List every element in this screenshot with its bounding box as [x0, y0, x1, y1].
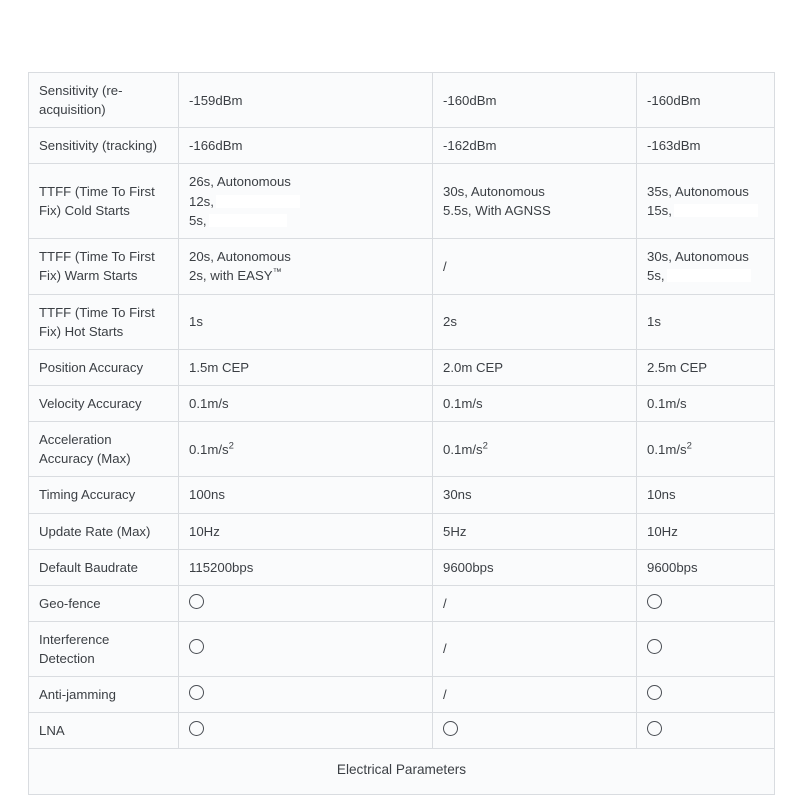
value-text: 10Hz [647, 523, 678, 539]
value-text: 12s, [189, 193, 214, 209]
value-text: 2.0m CEP [443, 359, 504, 375]
cell-v1 [179, 621, 433, 676]
cell-v2 [433, 128, 637, 164]
cell-v1 [179, 164, 433, 238]
redacted-text-block [667, 269, 751, 282]
value-text: / [443, 641, 447, 657]
value-text: 0.1m/s [189, 395, 229, 411]
table-row [29, 585, 775, 621]
table-row [29, 73, 775, 128]
cell-parameter-name [29, 128, 179, 164]
value-line [647, 201, 764, 220]
value-text: 20s, Autonomous [189, 248, 291, 264]
circle-outline-icon [443, 721, 458, 736]
value-text: 5s, [647, 268, 665, 284]
value-text: / [443, 687, 447, 703]
value-text: 2s, with EASY™ [189, 266, 282, 284]
cell-parameter-name [29, 677, 179, 713]
value-text: 30s, Autonomous [443, 183, 545, 199]
cell-v2 [433, 677, 637, 713]
cell-parameter-name [29, 621, 179, 676]
cell-v3 [637, 385, 775, 421]
circle-outline-icon [189, 685, 204, 700]
cell-v3 [637, 73, 775, 128]
cell-v1 [179, 294, 433, 349]
parameter-label: Position Accuracy [39, 359, 144, 375]
parameter-label: Interference Detection [39, 631, 110, 667]
cell-v1 [179, 128, 433, 164]
gnss-spec-comparison-table [28, 72, 775, 795]
cell-v3 [637, 513, 775, 549]
cell-parameter-name [29, 549, 179, 585]
parameter-label: Sensitivity (tracking) [39, 138, 157, 154]
cell-v2 [433, 238, 637, 294]
table-row [29, 513, 775, 549]
table-row [29, 477, 775, 513]
value-text: 115200bps [189, 559, 254, 575]
cell-v3 [637, 349, 775, 385]
table-row [29, 128, 775, 164]
circle-outline-icon [647, 639, 662, 654]
cell-v1 [179, 549, 433, 585]
cell-v3 [637, 238, 775, 294]
value-line [189, 172, 422, 191]
section-header-label: Electrical Parameters [29, 749, 775, 795]
cell-v3 [637, 713, 775, 749]
cell-v2 [433, 585, 637, 621]
value-line [647, 182, 764, 201]
value-line [189, 211, 422, 230]
cell-parameter-name [29, 422, 179, 477]
table-row [29, 621, 775, 676]
value-text: 0.1m/s [443, 395, 483, 411]
circle-outline-icon [189, 594, 204, 609]
value-text: 2s [443, 314, 457, 330]
cell-parameter-name [29, 164, 179, 238]
cell-v3 [637, 677, 775, 713]
cell-parameter-name [29, 238, 179, 294]
parameter-label: Acceleration Accuracy (Max) [39, 432, 131, 467]
cell-v1 [179, 73, 433, 128]
cell-v3 [637, 477, 775, 513]
cell-v1 [179, 385, 433, 421]
redacted-text-block [674, 204, 758, 217]
value-text: 1s [647, 314, 661, 330]
value-text: -162dBm [443, 138, 497, 154]
parameter-label: Sensitivity (re-acquisition) [39, 83, 123, 118]
cell-parameter-name [29, 585, 179, 621]
parameter-label: TTFF (Time To First Fix) Warm Starts [39, 249, 155, 284]
cell-parameter-name [29, 477, 179, 513]
cell-parameter-name [29, 513, 179, 549]
circle-outline-icon [647, 594, 662, 609]
value-line [443, 182, 626, 201]
cell-v1 [179, 585, 433, 621]
value-text: 100ns [189, 487, 225, 503]
cell-parameter-name [29, 294, 179, 349]
parameter-label: LNA [39, 723, 65, 739]
value-line [647, 266, 764, 285]
table-row [29, 422, 775, 477]
cell-parameter-name [29, 349, 179, 385]
value-line [189, 266, 422, 286]
value-text: 1s [189, 314, 203, 330]
cell-v2 [433, 477, 637, 513]
cell-v3 [637, 549, 775, 585]
value-line [189, 192, 422, 211]
value-text: $0.1m/s^2$ [189, 440, 234, 457]
cell-v3 [637, 164, 775, 238]
cell-v1 [179, 477, 433, 513]
value-text: -160dBm [443, 92, 497, 108]
value-text: 30s, Autonomous [647, 249, 749, 265]
cell-parameter-name [29, 713, 179, 749]
redacted-text-block [209, 214, 287, 227]
table-row [29, 349, 775, 385]
cell-v2 [433, 164, 637, 238]
table-row [29, 385, 775, 421]
value-text: 26s, Autonomous [189, 174, 291, 190]
circle-outline-icon [189, 721, 204, 736]
table-row [29, 294, 775, 349]
table-row [29, 164, 775, 238]
value-text: 0.1m/s [647, 395, 687, 411]
value-line [189, 247, 422, 266]
cell-v2 [433, 621, 637, 676]
table-row [29, 549, 775, 585]
cell-v1 [179, 422, 433, 477]
cell-v2 [433, 294, 637, 349]
cell-v2 [433, 385, 637, 421]
table-row [29, 677, 775, 713]
parameter-label: TTFF (Time To First Fix) Hot Starts [39, 304, 155, 339]
table-row [29, 713, 775, 749]
cell-v2 [433, 713, 637, 749]
value-text: 10Hz [189, 523, 220, 539]
value-text: $0.1m/s^2$ [647, 440, 692, 457]
cell-v3 [637, 422, 775, 477]
parameter-label: Update Rate (Max) [39, 523, 151, 539]
parameter-label: Velocity Accuracy [39, 395, 142, 411]
value-text: -160dBm [647, 92, 701, 108]
value-text: -163dBm [647, 138, 701, 154]
cell-v2 [433, 549, 637, 585]
value-text: 9600bps [443, 559, 494, 575]
parameter-label: Timing Accuracy [39, 487, 136, 503]
cell-v1 [179, 238, 433, 294]
value-text: 5Hz [443, 523, 467, 539]
value-text: / [443, 595, 447, 611]
value-text: 35s, Autonomous [647, 183, 749, 199]
redacted-text-block [216, 195, 300, 208]
parameter-label: TTFF (Time To First Fix) Cold Starts [39, 183, 155, 219]
value-text: 1.5m CEP [189, 359, 250, 375]
cell-v1 [179, 513, 433, 549]
cell-v3 [637, 621, 775, 676]
value-text: 9600bps [647, 559, 698, 575]
circle-outline-icon [189, 639, 204, 654]
cell-v3 [637, 294, 775, 349]
cell-parameter-name [29, 385, 179, 421]
cell-parameter-name [29, 73, 179, 128]
cell-v1 [179, 713, 433, 749]
value-line [443, 201, 626, 220]
parameter-label: Default Baudrate [39, 559, 138, 575]
value-text: 10ns [647, 487, 676, 503]
value-text: 5s, [189, 212, 207, 228]
value-text: -166dBm [189, 138, 243, 154]
value-line [647, 247, 764, 266]
parameter-label: Anti-jamming [39, 687, 116, 703]
section-header-row [29, 749, 775, 795]
cell-v3 [637, 585, 775, 621]
cell-v2 [433, 422, 637, 477]
value-text: / [443, 258, 447, 274]
value-text: 2.5m CEP [647, 359, 708, 375]
cell-v1 [179, 349, 433, 385]
cell-v2 [433, 73, 637, 128]
spec-table-container [28, 72, 774, 795]
cell-v3 [637, 128, 775, 164]
circle-outline-icon [647, 721, 662, 736]
spec-table-body [29, 73, 775, 795]
cell-v2 [433, 349, 637, 385]
value-text: 30ns [443, 487, 472, 503]
table-row [29, 238, 775, 294]
value-text: -159dBm [189, 92, 243, 108]
value-text: 5.5s, With AGNSS [443, 203, 551, 219]
parameter-label: Geo-fence [39, 595, 101, 611]
value-text: 15s, [647, 203, 672, 219]
cell-v2 [433, 513, 637, 549]
circle-outline-icon [647, 685, 662, 700]
value-text: $0.1m/s^2$ [443, 440, 488, 457]
cell-v1 [179, 677, 433, 713]
